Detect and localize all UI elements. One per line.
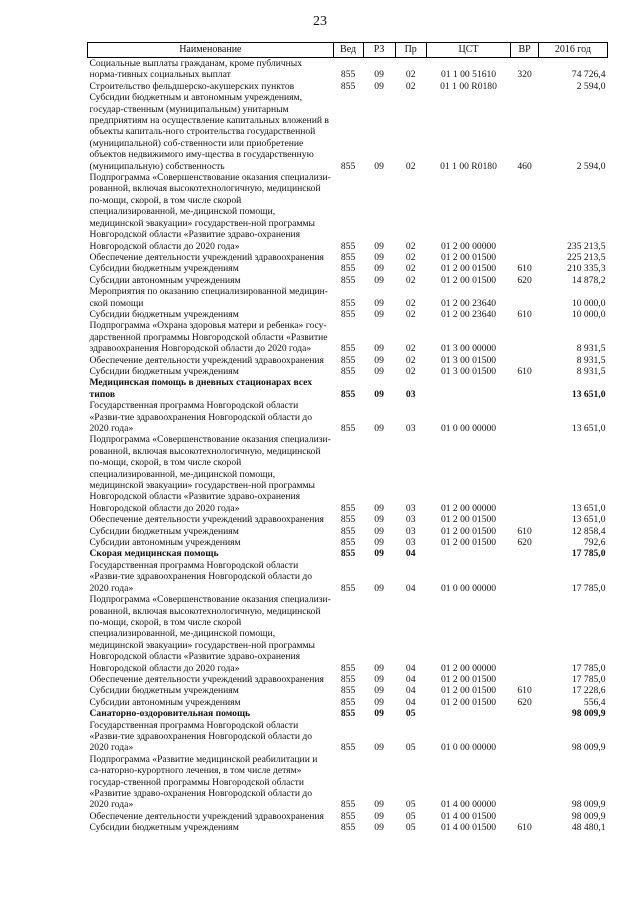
cell-cst: 01 4 00 01500 xyxy=(440,822,497,834)
cell-ved: 855 xyxy=(340,502,356,514)
table-row xyxy=(88,366,608,377)
cell-sum: 17 785,0 xyxy=(571,662,606,674)
cell-ved: 855 xyxy=(340,685,356,697)
table-header-row xyxy=(88,43,608,58)
cell-sum: 98 009,9 xyxy=(571,742,606,754)
cell-sum: 12 858,4 xyxy=(571,525,606,537)
cell-rz: 09 xyxy=(374,274,384,286)
cell-ved: 855 xyxy=(340,582,356,594)
cell-pr: 03 xyxy=(405,514,416,526)
cell-vr: 320 xyxy=(517,69,532,81)
cell-vr: 620 xyxy=(517,274,532,286)
cell-ved: 855 xyxy=(340,263,356,275)
cell-vr xyxy=(511,286,538,309)
header-sum: 2016 год xyxy=(538,43,607,58)
cell-pr: 05 xyxy=(405,708,416,720)
cell-cst: 01 2 00 23640 xyxy=(440,308,497,320)
cell-pr: 02 xyxy=(405,80,416,92)
cell-cst: 01 2 00 01500 xyxy=(440,274,497,286)
cell-vr: 610 xyxy=(517,308,532,320)
cell-ved: 855 xyxy=(340,742,356,754)
cell-pr: 02 xyxy=(405,69,416,81)
cell-vr xyxy=(511,252,538,263)
cell-ved: 855 xyxy=(340,514,356,526)
cell-name: Субсидии бюджетным учреждениям xyxy=(89,822,239,834)
header-name: Наименование xyxy=(88,43,334,58)
cell-rz: 09 xyxy=(374,263,384,275)
cell-vr: 610 xyxy=(517,822,532,834)
budget-table xyxy=(87,42,608,834)
table-row xyxy=(88,275,608,286)
cell-ved: 855 xyxy=(340,696,356,708)
cell-vr xyxy=(511,560,538,594)
cell-sum: 74 726,4 xyxy=(571,69,606,81)
cell-cst: 01 2 00 00000 xyxy=(440,240,497,252)
cell-rz: 09 xyxy=(374,365,384,377)
cell-cst: 01 2 00 00000 xyxy=(440,662,497,674)
cell-pr: 03 xyxy=(405,537,416,549)
cell-cst: 01 2 00 01500 xyxy=(440,251,497,263)
cell-rz: 09 xyxy=(374,548,384,560)
cell-ved: 855 xyxy=(340,365,356,377)
cell-sum: 98 009,9 xyxy=(571,708,606,720)
table-row xyxy=(88,594,608,674)
cell-cst xyxy=(426,708,511,719)
cell-pr: 02 xyxy=(405,263,416,275)
table-row xyxy=(88,754,608,811)
cell-name: Обеспечение деятельности учреждений здравоохранения xyxy=(89,514,324,526)
cell-pr: 02 xyxy=(405,343,416,355)
cell-ved: 855 xyxy=(340,343,356,355)
cell-pr: 04 xyxy=(405,582,416,594)
table-row xyxy=(88,92,608,172)
header-vr: ВР xyxy=(511,43,538,58)
cell-cst xyxy=(426,377,511,400)
cell-sum: 792,6 xyxy=(583,537,606,549)
cell-sum: 235 213,5 xyxy=(567,240,606,252)
cell-cst: 01 0 00 00000 xyxy=(440,423,497,434)
table-row xyxy=(88,309,608,320)
cell-pr: 03 xyxy=(405,525,416,537)
cell-pr: 04 xyxy=(405,673,416,685)
cell-name: Субсидии бюджетным учреждениям xyxy=(89,365,239,377)
cell-vr xyxy=(511,594,538,674)
header-pr: Пр xyxy=(395,43,426,58)
cell-ved: 855 xyxy=(340,308,356,320)
cell-name: Государственная программа Новгородской области «Разви-тие здравоохранения Новгородской области до 2020 года» xyxy=(89,559,313,594)
cell-ved: 855 xyxy=(340,662,356,674)
cell-vr xyxy=(511,674,538,685)
cell-sum: 48 480,1 xyxy=(571,822,606,834)
cell-name: Обеспечение деятельности учреждений здравоохранения xyxy=(89,251,324,263)
cell-cst: 01 0 00 00000 xyxy=(440,582,497,594)
cell-ved: 855 xyxy=(340,708,356,720)
cell-rz: 09 xyxy=(374,673,384,685)
cell-cst: 01 2 00 01500 xyxy=(440,673,497,685)
cell-ved: 855 xyxy=(340,537,356,549)
table-row xyxy=(88,697,608,708)
cell-vr xyxy=(511,400,538,434)
cell-vr xyxy=(511,514,538,525)
cell-vr xyxy=(511,720,538,754)
cell-name: Субсидии бюджетным учреждениям xyxy=(89,308,239,320)
table-row xyxy=(88,708,608,719)
cell-vr xyxy=(511,708,538,719)
cell-cst: 01 4 00 00000 xyxy=(440,799,497,811)
cell-cst: 01 3 00 00000 xyxy=(440,343,497,355)
cell-rz: 09 xyxy=(374,80,384,92)
cell-cst: 01 2 00 01500 xyxy=(440,685,497,697)
table-row xyxy=(88,685,608,696)
cell-pr: 02 xyxy=(405,365,416,377)
cell-name: Обеспечение деятельности учреждений здравоохранения xyxy=(89,673,324,685)
cell-ved: 855 xyxy=(340,297,356,309)
cell-pr: 02 xyxy=(405,251,416,263)
cell-name: Субсидии бюджетным учреждениям xyxy=(89,263,239,275)
cell-ved: 855 xyxy=(340,160,356,172)
cell-vr xyxy=(511,172,538,252)
cell-sum: 17 785,0 xyxy=(571,673,606,685)
cell-name: Субсидии автономным учреждениям xyxy=(89,274,241,286)
cell-sum: 13 651,0 xyxy=(571,514,606,526)
cell-vr xyxy=(511,754,538,811)
cell-ved: 855 xyxy=(340,548,356,560)
cell-sum: 98 009,9 xyxy=(571,810,606,822)
cell-pr: 03 xyxy=(405,502,416,514)
cell-name: Субсидии бюджетным учреждениям xyxy=(89,685,239,697)
table-row xyxy=(88,58,608,81)
cell-ved: 855 xyxy=(340,354,356,366)
cell-pr: 03 xyxy=(405,423,416,434)
cell-sum: 98 009,9 xyxy=(571,799,606,811)
cell-pr: 02 xyxy=(405,308,416,320)
cell-name: Подпрограмма «Совершенствование оказания специализи-рованной, включая высокотехнологичную, медицинской по-мощи, скорой, в том числе скорой специализированной, ме-дицинской помощи, медицинской эвакуации» государствен-ной программы Новгородской области «Развитие здраво-охранения Новгородской области до 2020 года» xyxy=(89,434,331,514)
cell-rz: 09 xyxy=(374,502,384,514)
table-row xyxy=(88,320,608,354)
cell-pr: 04 xyxy=(405,548,416,560)
cell-pr: 04 xyxy=(405,696,416,708)
cell-pr: 04 xyxy=(405,685,416,697)
cell-pr: 04 xyxy=(405,662,416,674)
header-cst: ЦСТ xyxy=(426,43,511,58)
cell-sum: 2 594,0 xyxy=(576,160,606,172)
cell-cst: 01 2 00 01500 xyxy=(440,514,497,526)
cell-name: Государственная программа Новгородской области «Разви-тие здравоохранения Новгородской области до 2020 года» xyxy=(89,400,313,434)
cell-name: Медицинская помощь в дневных стационарах всех типов xyxy=(89,377,313,400)
cell-name: Подпрограмма «Совершенствование оказания специализи-рованной, включая высокотехнологичную, медицинской по-мощи, скорой, в том числе скорой специализированной, ме-дицинской помощи, медицинской эвакуации» государствен-ной программы Новгородской области «Развитие здраво-охранения Новгородской области до 2020 года» xyxy=(89,594,331,674)
cell-sum: 17 785,0 xyxy=(571,548,606,560)
cell-rz: 09 xyxy=(374,297,384,309)
cell-cst xyxy=(426,548,511,559)
cell-name: Санаторно-оздоровительная помощь xyxy=(89,708,251,720)
cell-rz: 09 xyxy=(374,537,384,549)
header-rz: РЗ xyxy=(363,43,395,58)
table-row xyxy=(88,172,608,252)
cell-rz: 09 xyxy=(374,160,384,172)
cell-rz: 09 xyxy=(374,514,384,526)
cell-name: Субсидии бюджетным и автономным учреждениям, государ-ственным (муниципальным) унитарным предприятиям на осуществление капитальных вложений в объекты капиталь-ного строительства государственной (муниципальной) соб-ственности или приобретение объектов недвижимого иму-щества в государственную (муниципальную) собственность xyxy=(89,92,329,172)
cell-ved: 855 xyxy=(340,810,356,822)
cell-pr: 02 xyxy=(405,354,416,366)
table-row xyxy=(88,286,608,309)
cell-cst: 01 1 00 51610 xyxy=(440,69,497,81)
table-row xyxy=(88,355,608,366)
cell-pr: 02 xyxy=(405,274,416,286)
cell-rz: 09 xyxy=(374,251,384,263)
cell-sum: 8 931,5 xyxy=(576,365,606,377)
cell-sum: 13 651,0 xyxy=(571,423,606,434)
cell-vr: 460 xyxy=(517,160,532,172)
cell-pr: 05 xyxy=(405,810,416,822)
cell-rz: 09 xyxy=(374,742,384,754)
cell-vr xyxy=(511,548,538,559)
cell-vr xyxy=(511,81,538,92)
table-row xyxy=(88,811,608,822)
cell-sum: 2 594,0 xyxy=(576,80,606,92)
cell-pr: 05 xyxy=(405,799,416,811)
cell-rz: 09 xyxy=(374,388,384,400)
cell-pr: 02 xyxy=(405,297,416,309)
cell-ved: 855 xyxy=(340,240,356,252)
cell-rz: 09 xyxy=(374,708,384,720)
cell-ved: 855 xyxy=(340,80,356,92)
cell-rz: 09 xyxy=(374,69,384,81)
cell-ved: 855 xyxy=(340,251,356,263)
cell-name: Субсидии бюджетным учреждениям xyxy=(89,525,239,537)
cell-sum: 8 931,5 xyxy=(576,354,606,366)
cell-ved: 855 xyxy=(340,388,356,400)
table-row xyxy=(88,674,608,685)
cell-name: Скорая медицинская помощь xyxy=(89,548,219,560)
cell-cst: 01 0 00 00000 xyxy=(440,742,497,754)
cell-sum: 8 931,5 xyxy=(576,343,606,355)
cell-pr: 02 xyxy=(405,240,416,252)
cell-name: Субсидии автономным учреждениям xyxy=(89,696,241,708)
cell-rz: 09 xyxy=(374,799,384,811)
cell-vr: 610 xyxy=(517,365,532,377)
cell-sum: 13 651,0 xyxy=(571,388,606,400)
cell-sum: 10 000,0 xyxy=(571,297,606,309)
cell-rz: 09 xyxy=(374,685,384,697)
cell-ved: 855 xyxy=(340,799,356,811)
cell-vr xyxy=(511,811,538,822)
cell-ved: 855 xyxy=(340,274,356,286)
table-row xyxy=(88,514,608,525)
cell-ved: 855 xyxy=(340,69,356,81)
table-body xyxy=(88,58,608,834)
cell-pr: 05 xyxy=(405,822,416,834)
cell-ved: 855 xyxy=(340,423,356,434)
cell-vr xyxy=(511,355,538,366)
cell-name: Подпрограмма «Охрана здоровья матери и ребенка» госу-дарственной программы Новгородской области «Развитие здравоохранения Новгородской области до 2020 года» xyxy=(89,320,328,355)
page-number: 23 xyxy=(313,14,327,29)
header-ved: Вед xyxy=(333,43,363,58)
cell-rz: 09 xyxy=(374,354,384,366)
cell-rz: 09 xyxy=(374,525,384,537)
cell-cst: 01 2 00 01500 xyxy=(440,525,497,537)
table-row xyxy=(88,537,608,548)
table-row xyxy=(88,526,608,537)
table-row xyxy=(88,822,608,833)
cell-sum: 10 000,0 xyxy=(571,308,606,320)
cell-pr: 03 xyxy=(405,388,416,400)
table-row xyxy=(88,720,608,754)
cell-sum: 556,4 xyxy=(583,696,606,708)
cell-rz: 09 xyxy=(374,662,384,674)
cell-cst: 01 1 00 R0180 xyxy=(440,80,497,92)
cell-rz: 09 xyxy=(374,240,384,252)
cell-sum: 210 335,3 xyxy=(567,263,606,275)
cell-cst: 01 2 00 23640 xyxy=(440,297,497,309)
cell-pr: 05 xyxy=(405,742,416,754)
table-row xyxy=(88,81,608,92)
cell-vr: 620 xyxy=(517,537,532,549)
cell-name: Подпрограмма «Развитие медицинской реабилитации и са-наторно-курортного лечения, в том числе детям» государ-ственной программы Новгородской области «Развитие здраво-охранения Новгородской области до 2020 года» xyxy=(89,753,318,811)
cell-name: Подпрограмма «Совершенствование оказания специализи-рованной, включая высокотехнологичную, медицинской по-мощи, скорой, в том числе скорой специализированной, ме-дицинской помощи, медицинской эвакуации» государствен-ной программы Новгородской области «Развитие здраво-охранения Новгородской области до 2020 года» xyxy=(89,172,331,252)
cell-rz: 09 xyxy=(374,582,384,594)
cell-cst: 01 2 00 01500 xyxy=(440,696,497,708)
cell-vr xyxy=(511,320,538,354)
table-row xyxy=(88,252,608,263)
cell-vr: 610 xyxy=(517,685,532,697)
cell-cst: 01 2 00 01500 xyxy=(440,537,497,549)
cell-cst: 01 2 00 01500 xyxy=(440,263,497,275)
cell-sum: 225 213,5 xyxy=(567,251,606,263)
cell-cst: 01 4 00 01500 xyxy=(440,810,497,822)
cell-sum: 14 878,2 xyxy=(571,274,606,286)
table-row xyxy=(88,400,608,434)
cell-rz: 09 xyxy=(374,810,384,822)
cell-cst: 01 1 00 R0180 xyxy=(440,160,497,172)
cell-pr: 02 xyxy=(405,160,416,172)
cell-sum: 17 785,0 xyxy=(571,582,606,594)
cell-name: Субсидии автономным учреждениям xyxy=(89,537,241,549)
cell-rz: 09 xyxy=(374,308,384,320)
cell-cst: 01 3 00 01500 xyxy=(440,365,497,377)
cell-vr xyxy=(511,377,538,400)
table-row xyxy=(88,548,608,559)
table-row xyxy=(88,263,608,274)
table-row xyxy=(88,560,608,594)
table-row xyxy=(88,434,608,514)
cell-name: Государственная программа Новгородской области «Разви-тие здравоохранения Новгородской области до 2020 года» xyxy=(89,719,313,754)
cell-vr: 620 xyxy=(517,696,532,708)
cell-ved: 855 xyxy=(340,673,356,685)
cell-cst: 01 3 00 01500 xyxy=(440,354,497,366)
cell-name: Мероприятия по оказанию специализированной медицин-ской помощи xyxy=(89,286,328,309)
cell-rz: 09 xyxy=(374,822,384,834)
cell-name: Обеспечение деятельности учреждений здравоохранения xyxy=(89,354,324,366)
table-row xyxy=(88,377,608,400)
cell-name: Строительство фельдшерско-акушерских пунктов xyxy=(89,80,295,92)
cell-cst: 01 2 00 00000 xyxy=(440,502,497,514)
cell-ved: 855 xyxy=(340,525,356,537)
cell-vr xyxy=(511,434,538,514)
cell-rz: 09 xyxy=(374,696,384,708)
cell-name: Социальные выплаты гражданам, кроме публичных норма-тивных социальных выплат xyxy=(89,58,303,81)
cell-vr: 610 xyxy=(517,525,532,537)
cell-rz: 09 xyxy=(374,423,384,434)
cell-rz: 09 xyxy=(374,343,384,355)
cell-vr: 610 xyxy=(517,263,532,275)
cell-sum: 13 651,0 xyxy=(571,502,606,514)
cell-sum: 17 228,6 xyxy=(571,685,606,697)
cell-ved: 855 xyxy=(340,822,356,834)
cell-name: Обеспечение деятельности учреждений здравоохранения xyxy=(89,810,324,822)
